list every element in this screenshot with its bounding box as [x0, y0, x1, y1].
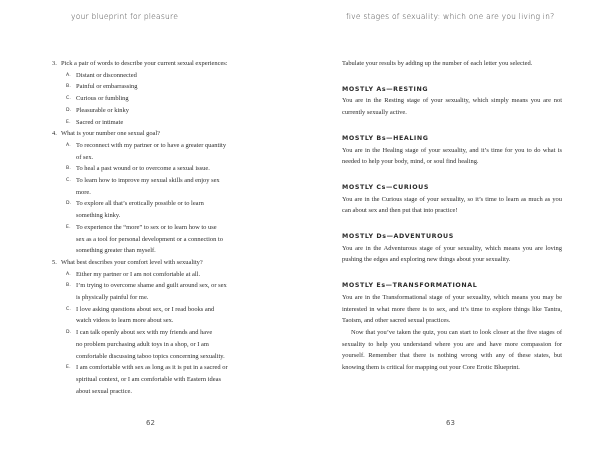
option-line: Either my partner or I am not comfortable at all.	[76, 270, 201, 278]
option-letter: C.	[66, 96, 72, 102]
answer-option	[52, 222, 280, 257]
quiz-question	[52, 257, 280, 397]
answer-option	[52, 327, 280, 362]
answer-option	[52, 105, 280, 117]
page-number-right: 63	[446, 419, 455, 427]
option-line: something greater than myself.	[76, 247, 156, 255]
option-line: spiritual context, or I am comfortable with Eastern ideas	[76, 375, 221, 383]
quiz-question	[52, 58, 280, 128]
section-body: You are in the Resting stage of your sexuality, which simply means you are not currently sexually active.	[342, 97, 562, 117]
option-letter: D.	[66, 107, 72, 113]
answer-option	[52, 269, 280, 281]
answer-option	[52, 70, 280, 82]
option-letter: C.	[66, 178, 72, 184]
option-line: no problem purchasing adult toys in a shop, or I am	[76, 340, 209, 348]
section-heading: MOSTLY Cs—CURIOUS	[342, 183, 430, 191]
option-text: Distant or disconnected	[76, 71, 137, 79]
option-letter: C.	[66, 306, 72, 312]
option-letter: A.	[66, 72, 71, 78]
answer-option	[52, 163, 280, 175]
section-body: You are in the Transformational stage of your sexuality, which means you may be interested in what more there is to sex, and it’s time to explore things like Tantra, Taoism, and other sacred sexual practices.	[342, 293, 562, 325]
option-line: I’m trying to overcome shame and guilt around sex, or sex	[76, 282, 227, 290]
option-line: comfortable discussing taboo topics concerning sexuality.	[76, 352, 225, 360]
option-letter: B.	[66, 166, 72, 172]
quiz-question	[52, 128, 280, 257]
answer-options	[52, 140, 280, 257]
option-letter: A.	[66, 271, 71, 277]
option-line: To reconnect with my partner or to have a greater quantity	[76, 141, 227, 149]
question-number: 4.	[52, 130, 57, 138]
option-letter: E.	[66, 119, 71, 125]
option-text: Painful or embarrassing	[76, 83, 138, 91]
answer-option	[52, 175, 280, 198]
question-text: What best describes your comfort level with sexuality?	[61, 258, 203, 266]
question-number: 5.	[52, 258, 57, 266]
answer-option	[52, 362, 280, 397]
section-heading: MOSTLY Es—TRANSFORMATIONAL	[342, 282, 478, 290]
answer-option	[52, 198, 280, 221]
answer-options	[52, 70, 280, 129]
option-letter: B.	[66, 283, 72, 289]
option-line: something kinky.	[76, 212, 121, 220]
section-heading: MOSTLY Ds—ADVENTUROUS	[342, 233, 454, 241]
quiz-question-list	[52, 58, 280, 397]
question-number: 3.	[52, 60, 57, 67]
answer-option	[52, 117, 280, 129]
closing-paragraph: Now that you’ve taken the quiz, you can start to look closer at the five stages of sexuality to help you understand where you are and have more compassion for yourself. Remember that there is nothing wrong with any of these states, but knowing them is critical for mapping out your Core Erotic Blueprint.	[342, 328, 562, 372]
option-line: I love asking questions about sex, or I read books and	[76, 305, 215, 313]
answer-option	[52, 93, 280, 105]
option-letter: D.	[66, 201, 72, 207]
option-line: more.	[76, 188, 91, 196]
option-line: To learn how to improve my sexual skills and enjoy sex	[76, 177, 220, 185]
option-line: I am comfortable with sex as long as it is put in a sacred or	[76, 364, 228, 372]
option-letter: D.	[66, 330, 72, 336]
right-page	[300, 0, 600, 450]
section-body: You are in the Curious stage of your sexuality, so it’s time to learn as much as you can about sex and then put that into practice!	[342, 195, 562, 215]
option-text: Sacred or intimate	[76, 118, 124, 126]
answer-option	[52, 304, 280, 327]
option-text: Curious or fumbling	[76, 95, 129, 103]
answer-option	[52, 81, 280, 93]
question-text: What is your number one sexual goal?	[61, 130, 161, 138]
answer-option	[52, 140, 280, 163]
option-line: sex as a tool for personal development or a connection to	[76, 235, 223, 243]
option-line: To heal a past wound or to overcome a sexual issue.	[76, 165, 210, 173]
option-line: To experience the “more” to sex or to learn how to use	[76, 223, 217, 231]
option-line: of sex.	[76, 153, 94, 161]
option-line: I can talk openly about sex with my friends and have	[76, 329, 213, 337]
section-body: You are in the Adventurous stage of your sexuality, which means you are loving pushing the edges and exploring new things about your sexuality.	[342, 244, 562, 264]
option-letter: E.	[66, 365, 71, 371]
running-head-left: your blueprint for pleasure	[71, 12, 179, 21]
results-content	[342, 58, 562, 374]
section-body: You are in the Healing stage of your sexuality, and it’s time for you to do what is needed to help your body, mind, or soul find healing.	[342, 146, 562, 166]
running-head-right: five stages of sexuality: which one are you living in?	[346, 12, 555, 21]
option-line: about sexual practice.	[76, 387, 132, 395]
question-text: Pick a pair of words to describe your current sexual experiences:	[61, 60, 228, 67]
option-letter: B.	[66, 84, 72, 90]
answer-options	[52, 269, 280, 398]
answer-option	[52, 280, 280, 303]
option-line: To explore all that’s erotically possible or to learn	[76, 200, 204, 208]
option-letter: A.	[66, 142, 71, 148]
section-heading: MOSTLY As—RESTING	[342, 85, 429, 93]
intro-paragraph: Tabulate your results by adding up the number of each letter you selected.	[342, 60, 533, 67]
option-text: Pleasurable or kinky	[76, 106, 129, 114]
option-line: is physically painful for me.	[76, 294, 149, 302]
option-letter: E.	[66, 224, 71, 230]
page-number-left: 62	[146, 419, 155, 427]
option-line: watch videos to learn more about sex.	[76, 317, 174, 325]
section-heading: MOSTLY Bs—HEALING	[342, 134, 429, 142]
